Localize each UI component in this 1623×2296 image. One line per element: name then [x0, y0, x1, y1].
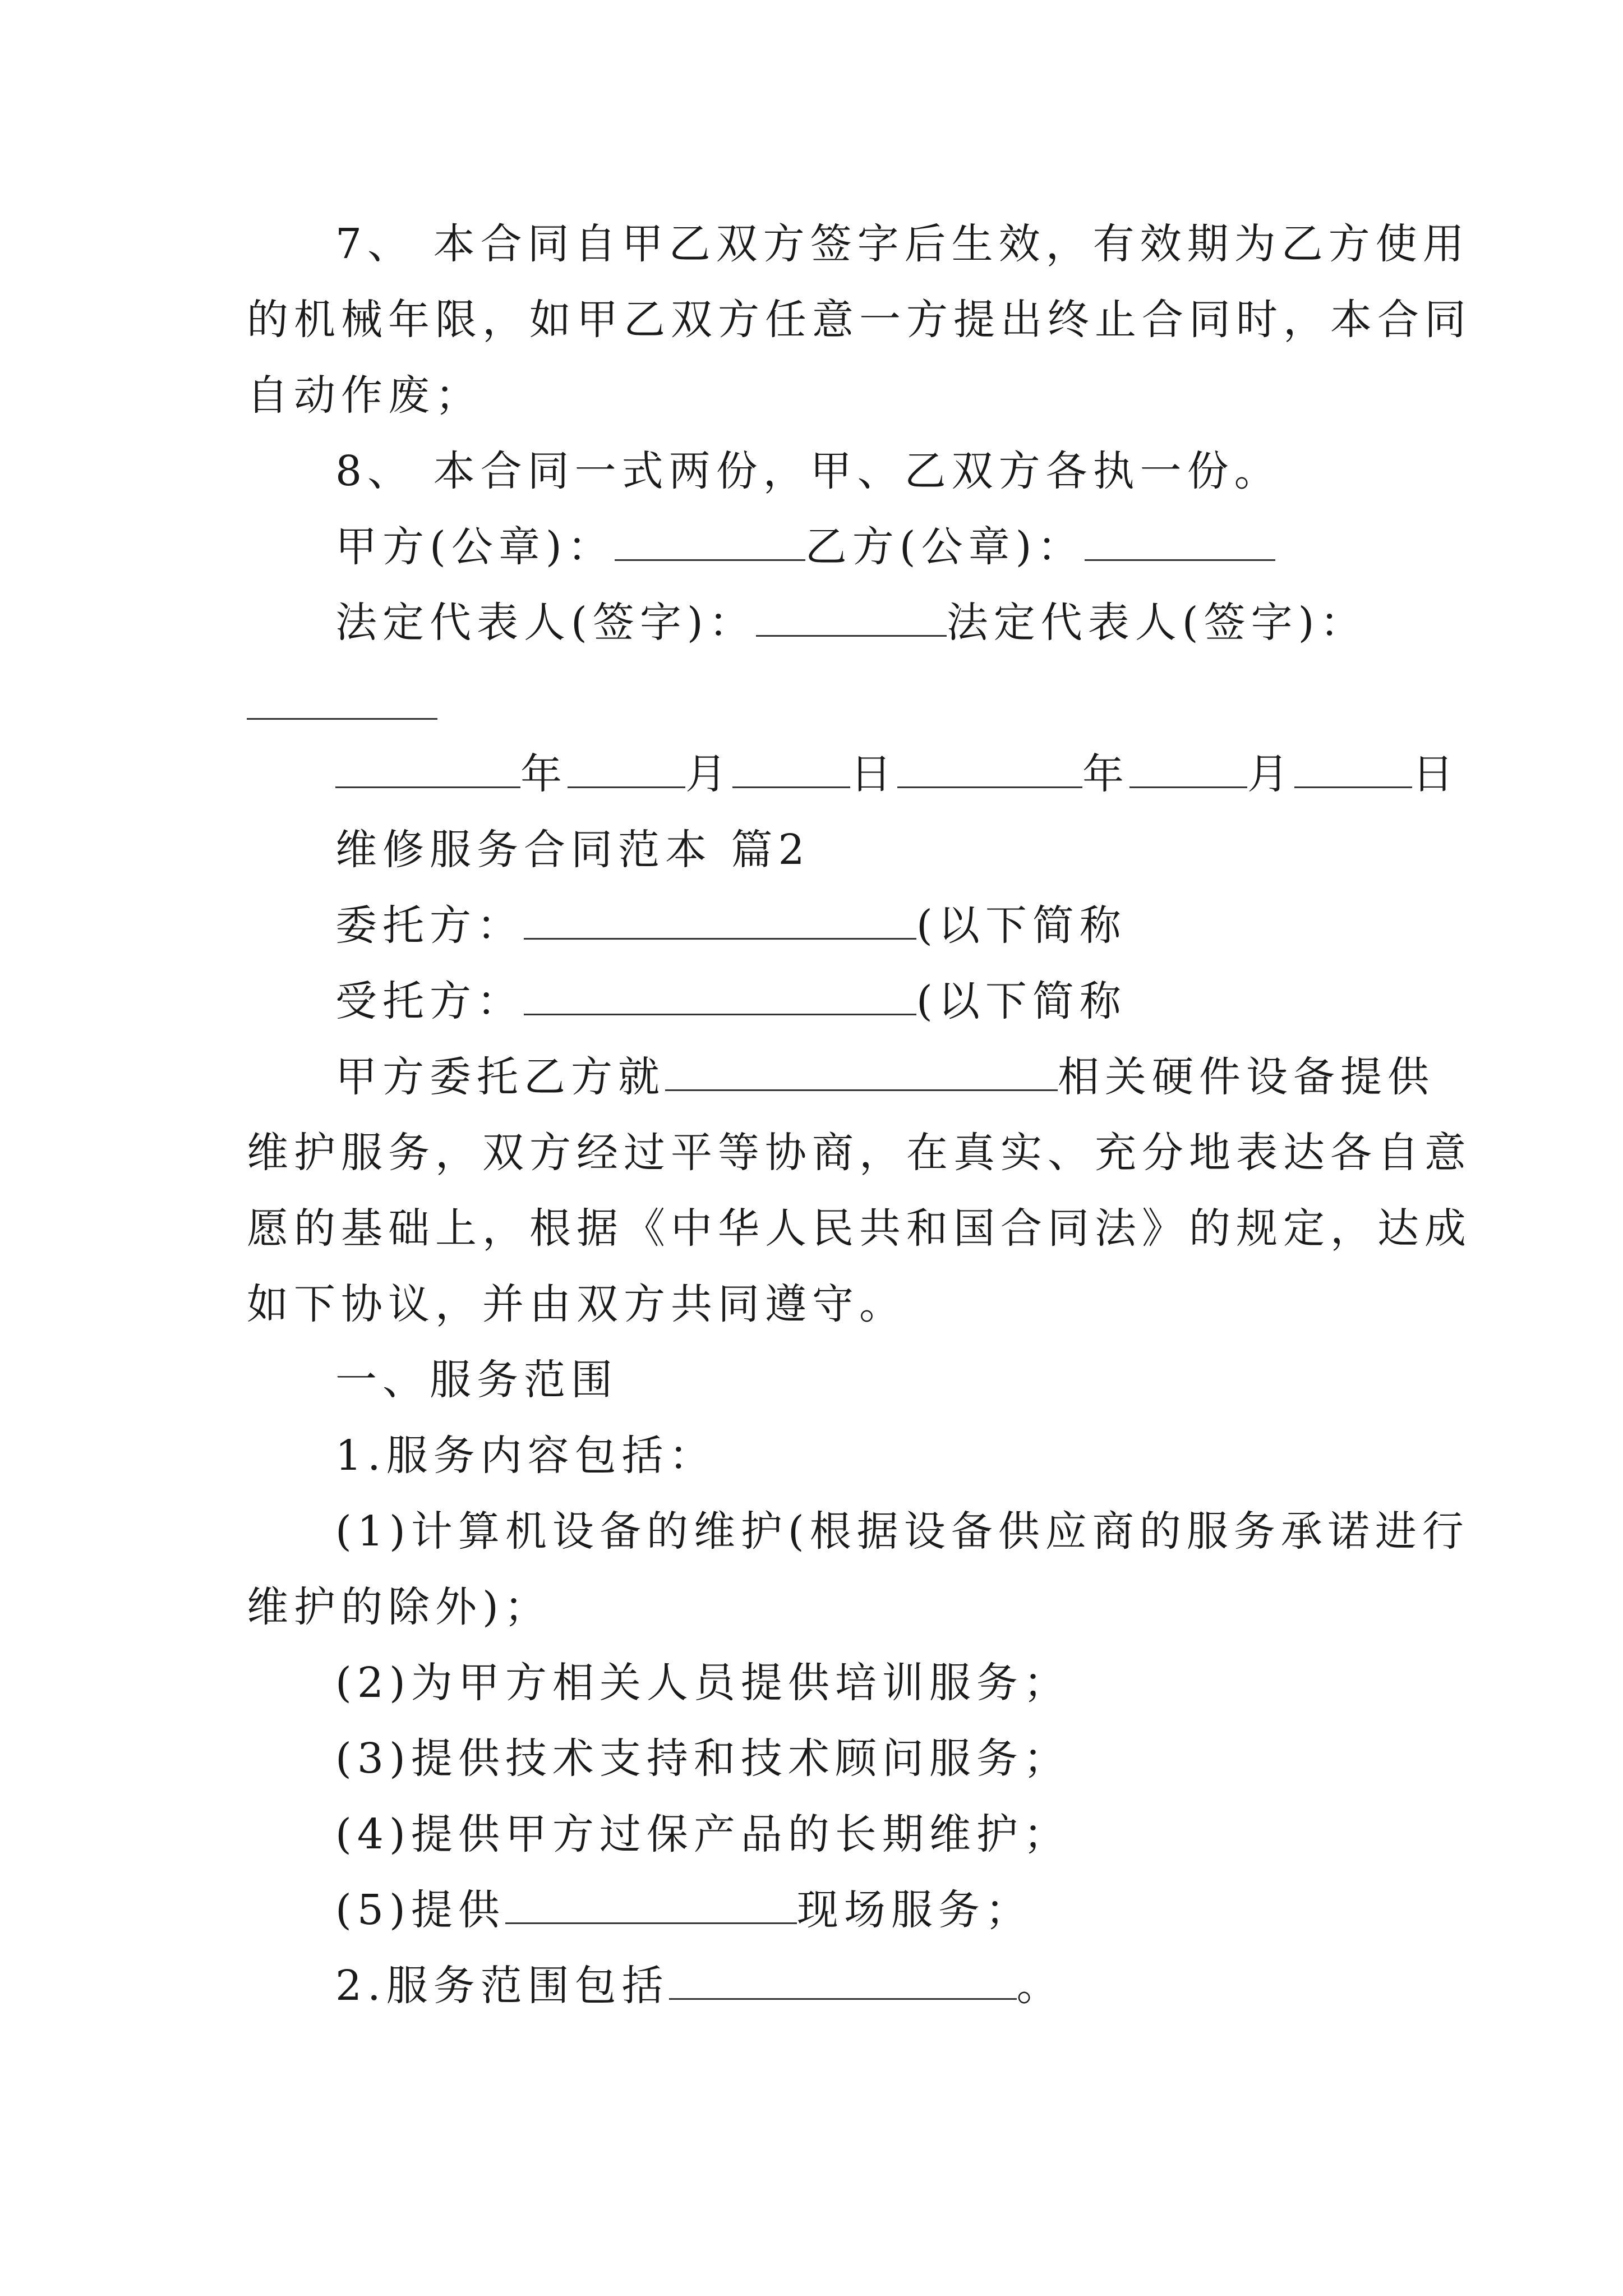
intro-part-a: 甲方委托乙方就: [335, 1053, 665, 1101]
intro-line-1: [335, 1049, 1435, 1105]
party-a-seal-label: 甲方(公章)：: [335, 523, 615, 571]
item-1: 1.服务内容包括：: [335, 1432, 716, 1480]
legal-rep-a-label: 法定代表人(签字)：: [335, 599, 756, 647]
year-b-blank[interactable]: [897, 747, 1082, 788]
clause-7-line-1: 7、 本合同自甲乙双方签字后生效，有效期为乙方使用: [335, 220, 1470, 268]
date-line: [335, 746, 1459, 802]
month-b-label: 月: [1247, 750, 1294, 798]
client-label: 委托方：: [335, 901, 524, 950]
intro-line-4: 如下协议，并由双方共同遵守。: [247, 1280, 906, 1328]
sub-item-5-prefix: (5)提供: [335, 1886, 505, 1934]
sub-item-1-line-2: 维护的除外)；: [247, 1583, 551, 1631]
scope-blank[interactable]: [669, 1959, 1017, 2000]
client-suffix: (以下简称: [916, 901, 1127, 950]
year-a-label: 年: [520, 750, 568, 798]
month-b-blank[interactable]: [1129, 747, 1247, 788]
legal-rep-line: [335, 595, 1367, 651]
legal-rep-b-label: 法定代表人(签字)：: [946, 599, 1367, 647]
month-a-blank[interactable]: [568, 747, 685, 788]
day-b-label: 日: [1412, 750, 1459, 798]
year-b-label: 年: [1082, 750, 1129, 798]
sub-item-3: (3)提供技术支持和技术顾问服务；: [335, 1734, 1071, 1783]
trustee-blank[interactable]: [524, 974, 916, 1015]
device-blank[interactable]: [665, 1050, 1058, 1091]
item-2: [335, 1958, 1064, 2014]
trustee-suffix: (以下简称: [916, 977, 1127, 1025]
intro-line-3: 愿的基础上，根据《中华人民共和国合同法》的规定，达成: [247, 1204, 1472, 1253]
intro-line-2: 维护服务，双方经过平等协商，在真实、充分地表达各自意: [247, 1129, 1472, 1177]
legal-rep-a-blank[interactable]: [756, 596, 947, 637]
trustee-label: 受托方：: [335, 977, 524, 1025]
day-a-blank[interactable]: [732, 747, 850, 788]
sub-item-1-line-1: (1)计算机设备的维护(根据设备供应商的服务承诺进行: [335, 1507, 1469, 1556]
item-2-suffix: 。: [1016, 1962, 1064, 2010]
legal-rep-b-blank[interactable]: [247, 718, 437, 720]
party-a-seal-blank[interactable]: [615, 520, 805, 561]
section-title: 维修服务合同范本 篇2: [335, 826, 810, 874]
sub-item-4: (4)提供甲方过保产品的长期维护；: [335, 1810, 1071, 1858]
sub-item-5-suffix: 现场服务；: [796, 1886, 1032, 1934]
scope-heading: 一、服务范围: [335, 1356, 618, 1404]
year-a-blank[interactable]: [335, 747, 520, 788]
onsite-service-blank[interactable]: [505, 1883, 797, 1924]
client-line: [335, 898, 1127, 954]
client-blank[interactable]: [524, 899, 916, 940]
item-2-prefix: 2.服务范围包括: [335, 1962, 669, 2010]
party-b-seal-blank[interactable]: [1085, 520, 1275, 561]
clause-8: 8、 本合同一式两份，甲、乙双方各执一份。: [335, 447, 1281, 495]
party-b-seal-label: 乙方(公章)：: [805, 523, 1085, 571]
sub-item-5: [335, 1882, 1032, 1938]
clause-7-line-2: 的机械年限，如甲乙双方任意一方提出终止合同时，本合同: [247, 296, 1472, 344]
seal-line: [335, 519, 1275, 575]
month-a-label: 月: [685, 750, 732, 798]
trustee-line: [335, 973, 1127, 1029]
intro-part-b: 相关硬件设备提供: [1058, 1053, 1435, 1101]
day-a-label: 日: [850, 750, 897, 798]
sub-item-2: (2)为甲方相关人员提供培训服务；: [335, 1659, 1071, 1707]
clause-7-line-3: 自动作废；: [247, 371, 482, 420]
day-b-blank[interactable]: [1294, 747, 1412, 788]
